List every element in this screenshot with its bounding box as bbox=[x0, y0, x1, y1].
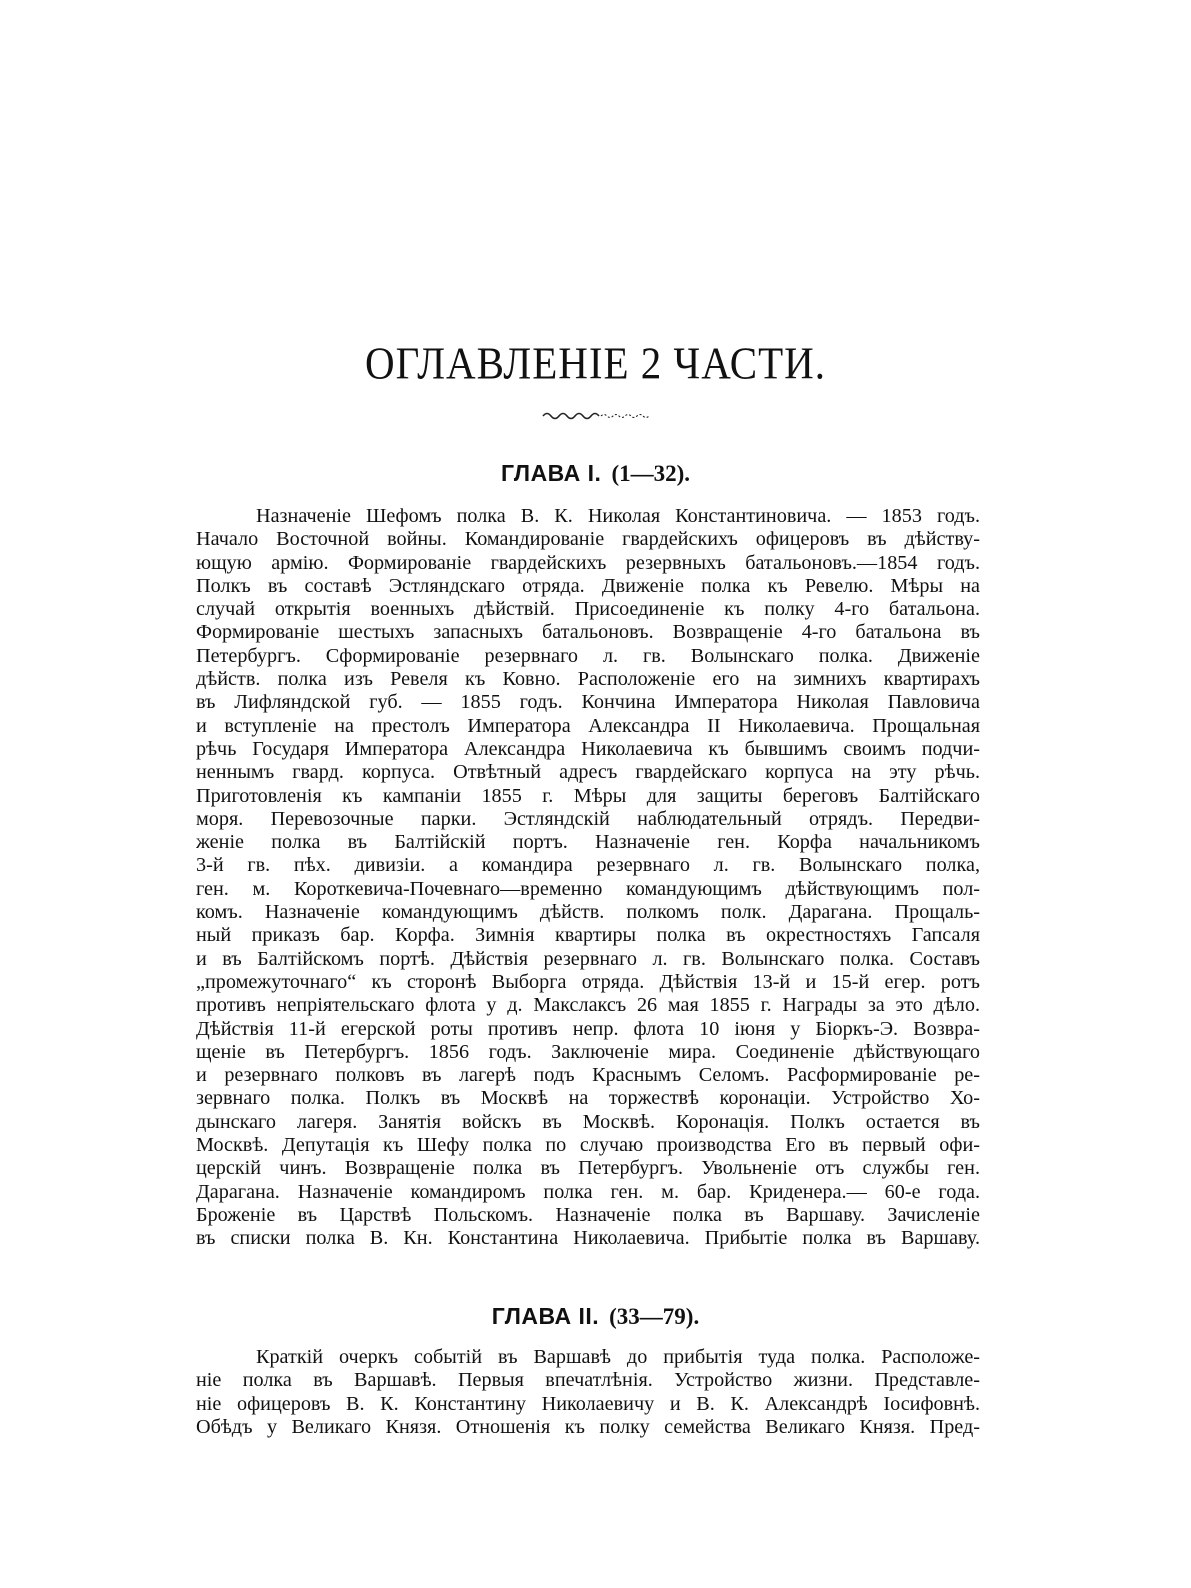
summary-line: и въ Балтійскомъ портѣ. Дѣйствія резервнаго л. гв. Волынскаго полка. Составъ bbox=[196, 947, 980, 970]
summary-line: Петербургъ. Сформированіе резервнаго л. гв. Волынскаго полка. Движеніе bbox=[196, 644, 980, 667]
summary-line: Обѣдъ у Великаго Князя. Отношенія къ полку семейства Великаго Князя. Пред- bbox=[196, 1415, 980, 1438]
summary-line: въ списки полка В. Кн. Константина Николаевича. Прибытіе полка въ Варшаву. bbox=[196, 1227, 980, 1250]
summary-line: комъ. Назначеніе командующимъ дѣйств. полкомъ полк. Дарагана. Прощаль- bbox=[196, 901, 980, 924]
chapter-1-page-range: (1—32). bbox=[611, 461, 691, 486]
summary-line: рѣчь Государя Императора Александра Николаевича къ бывшимъ своимъ подчи- bbox=[196, 737, 980, 760]
summary-line: и резервнаго полковъ въ лагерѣ подъ Краснымъ Селомъ. Расформированіе ре- bbox=[196, 1064, 980, 1087]
chapter-2-page-range: (33—79). bbox=[609, 1304, 700, 1329]
summary-line: 3-й гв. пѣх. дивизіи. а командира резервнаго л. гв. Волынскаго полка, bbox=[196, 854, 980, 877]
summary-line: ющую армію. Формированіе гвардейскихъ резервныхъ батальоновъ.—1854 годъ. bbox=[196, 551, 980, 574]
summary-line: дынскаго лагеря. Занятія войскъ въ Москвѣ. Коронація. Полкъ остается въ bbox=[196, 1110, 980, 1133]
chapter-2-heading bbox=[0, 1303, 1191, 1330]
summary-line: и вступленіе на престолъ Императора Александра II Николаевича. Прощальная bbox=[196, 714, 980, 737]
page-title: ОГЛАВЛЕНІЕ 2 ЧАСТИ. bbox=[364, 337, 827, 389]
summary-line: „промежуточнаго“ къ сторонѣ Выборга отряда. Дѣйствія 13-й и 15-й егер. ротъ bbox=[196, 970, 980, 993]
summary-line: зервнаго полка. Полкъ въ Москвѣ на торжествѣ коронаціи. Устройство Хо- bbox=[196, 1087, 980, 1110]
summary-line: Броженіе въ Царствѣ Польскомъ. Назначеніе полка въ Варшаву. Зачисленіе bbox=[196, 1203, 980, 1226]
summary-line: Назначеніе Шефомъ полка В. К. Николая Константиновича. — 1853 годъ. bbox=[256, 505, 980, 527]
summary-line: ніе офицеровъ В. К. Константину Николаевичу и В. К. Александрѣ Іосифовнѣ. bbox=[196, 1392, 980, 1415]
summary-line: ген. м. Короткевича-Почевнаго—временно командующимъ дѣйствующимъ пол- bbox=[196, 877, 980, 900]
summary-line: моря. Перевозочные парки. Эстляндскій наблюдательный отрядъ. Передви- bbox=[196, 807, 980, 830]
summary-line: женіе полка въ Балтійскій портъ. Назначеніе ген. Корфа начальникомъ bbox=[196, 831, 980, 854]
chapter-2-label: ГЛАВА II. bbox=[491, 1303, 600, 1329]
summary-line: Полкъ въ составѣ Эстляндскаго отряда. Движеніе полка къ Ревелю. Мѣры на bbox=[196, 574, 980, 597]
summary-line: въ Лифляндской губ. — 1855 годъ. Кончина Императора Николая Павловича bbox=[196, 691, 980, 714]
summary-line: противъ непріятельскаго флота у д. Макслаксъ 26 мая 1855 г. Награды за это дѣло. bbox=[196, 994, 980, 1017]
chapter-1-label: ГЛАВА I. bbox=[500, 460, 602, 486]
summary-line: дѣйств. полка изъ Ревеля къ Ковно. Расположеніе его на зимнихъ квартирахъ bbox=[196, 668, 980, 691]
chapter-1-summary bbox=[196, 505, 980, 1251]
summary-line: Краткій очеркъ событій въ Варшавѣ до прибытія туда полка. Расположе- bbox=[256, 1346, 980, 1368]
summary-line: щеніе въ Петербургъ. 1856 годъ. Заключеніе мира. Соединеніе дѣйствующаго bbox=[196, 1040, 980, 1063]
summary-line: неннымъ гвард. корпуса. Отвѣтный адресъ гвардейскаго корпуса на эту рѣчь. bbox=[196, 761, 980, 784]
summary-line: ніе полка въ Варшавѣ. Первыя впечатлѣнія. Устройство жизни. Представле- bbox=[196, 1369, 980, 1392]
ornament-divider-icon bbox=[541, 409, 651, 423]
summary-line: ный приказъ бар. Корфа. Зимнія квартиры полка въ окрестностяхъ Гапсаля bbox=[196, 924, 980, 947]
chapter-1-heading bbox=[0, 460, 1191, 487]
summary-line: Формированіе шестыхъ запасныхъ батальоновъ. Возвращеніе 4-го батальона въ bbox=[196, 621, 980, 644]
summary-line: Дарагана. Назначеніе командиромъ полка ген. м. бар. Криденера.— 60-е года. bbox=[196, 1180, 980, 1203]
chapter-2-summary bbox=[196, 1346, 980, 1439]
summary-line: случай открытія военныхъ дѣйствій. Присоединеніе къ полку 4-го батальона. bbox=[196, 598, 980, 621]
summary-line: церскій чинъ. Возвращеніе полка въ Петербургъ. Увольненіе отъ службы ген. bbox=[196, 1157, 980, 1180]
summary-line: Приготовленія къ кампаніи 1855 г. Мѣры для защиты береговъ Балтійскаго bbox=[196, 784, 980, 807]
summary-line: Дѣйствія 11-й егерской роты противъ непр. флота 10 іюня у Біоркъ-Э. Возвра- bbox=[196, 1017, 980, 1040]
summary-line: Москвѣ. Депутація къ Шефу полка по случаю производства Его въ первый офи- bbox=[196, 1134, 980, 1157]
summary-line: Начало Восточной войны. Командированіе гвардейскихъ офицеровъ въ дѣйству- bbox=[196, 528, 980, 551]
